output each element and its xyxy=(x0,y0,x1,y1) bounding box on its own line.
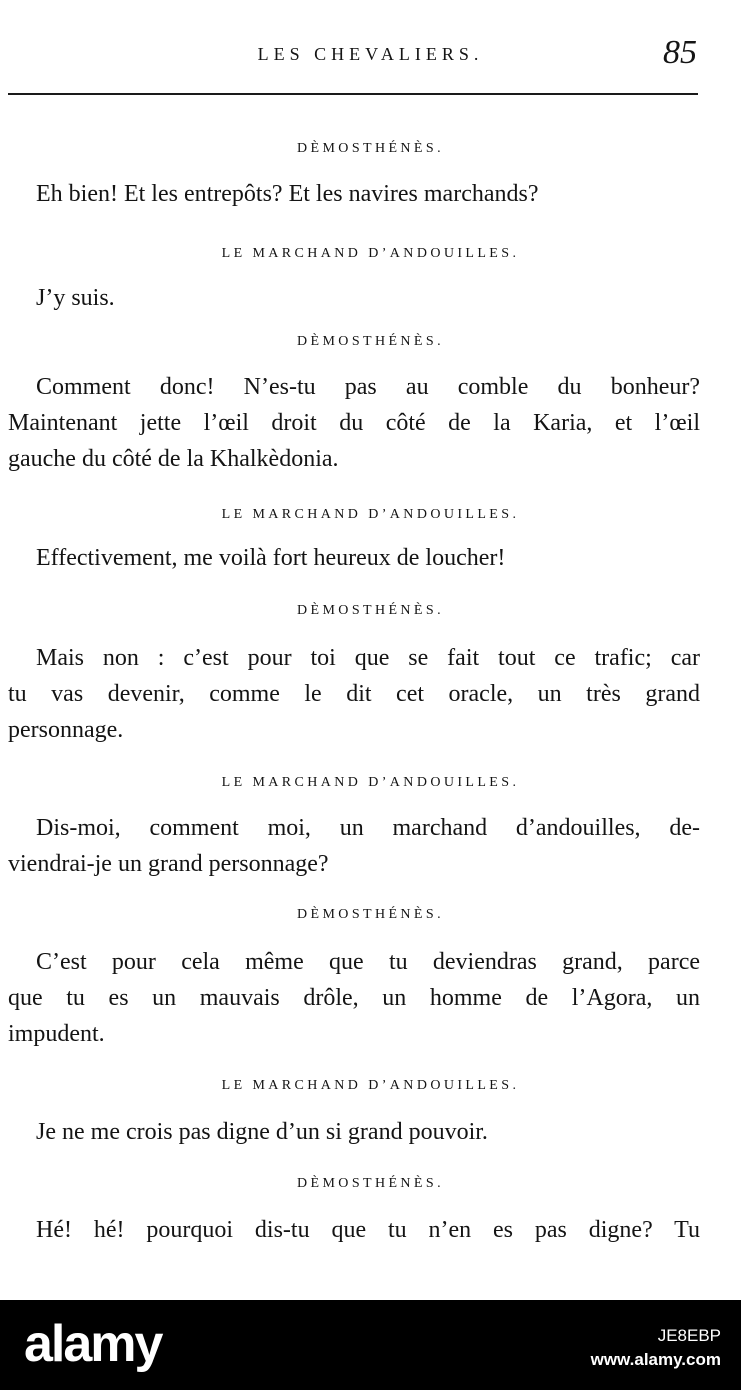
speech-line: Effectivement, me voilà fort heureux de loucher! xyxy=(36,545,506,571)
speech-line: C’est pour cela même que tu deviendras grand, parce xyxy=(36,949,700,975)
speaker-name: LE MARCHAND D’ANDOUILLES. xyxy=(221,775,520,790)
speech-line: Hé! hé! pourquoi dis-tu que tu n’en es pas digne? Tu xyxy=(36,1217,700,1243)
speech-line: gauche du côté de la Khalkèdonia. xyxy=(8,446,339,472)
speech-line: Dis-moi, comment moi, un marchand d’andouilles, de- xyxy=(36,815,700,841)
speech-line: Eh bien! Et les entrepôts? Et les navires marchands? xyxy=(36,181,539,207)
speech-text xyxy=(8,369,700,477)
speech-text xyxy=(8,540,700,576)
speech-text xyxy=(8,1114,700,1150)
watermark-banner xyxy=(0,1300,741,1390)
speech-line: Maintenant jette l’œil droit du côté de la Karia, et l’œil xyxy=(8,410,700,436)
running-title: LES CHEVALIERS. xyxy=(257,44,484,64)
speaker-name: DÈMOSTHÉNÈS. xyxy=(297,603,444,618)
speech-line: viendrai-je un grand personnage? xyxy=(8,851,329,877)
speaker-name: DÈMOSTHÉNÈS. xyxy=(297,1176,444,1191)
speech-text xyxy=(8,640,700,748)
speaker-name: DÈMOSTHÉNÈS. xyxy=(297,334,444,349)
header-rule xyxy=(8,93,698,95)
speaker-name: DÈMOSTHÉNÈS. xyxy=(297,141,444,156)
speech-text xyxy=(8,1212,700,1248)
speech-line: impudent. xyxy=(8,1021,105,1047)
speech-line: que tu es un mauvais drôle, un homme de l’Agora, un xyxy=(8,985,700,1011)
speaker-name: LE MARCHAND D’ANDOUILLES. xyxy=(221,507,520,522)
watermark-url: www.alamy.com xyxy=(590,1350,721,1369)
speech-line: Je ne me crois pas digne d’un si grand pouvoir. xyxy=(36,1119,488,1145)
speech-text xyxy=(8,176,700,212)
speaker-name: LE MARCHAND D’ANDOUILLES. xyxy=(221,246,520,261)
speaker-name: DÈMOSTHÉNÈS. xyxy=(297,907,444,922)
page-number: 85 xyxy=(663,34,697,71)
speaker-name: LE MARCHAND D’ANDOUILLES. xyxy=(221,1078,520,1093)
image-id: JE8EBP xyxy=(657,1326,721,1345)
alamy-logo: alamy xyxy=(24,1315,162,1373)
speech-text xyxy=(8,944,700,1052)
speech-line: Mais non : c’est pour toi que se fait tout ce trafic; car xyxy=(36,645,700,671)
speech-line: tu vas devenir, comme le dit cet oracle, un très grand xyxy=(8,681,700,707)
speech-line: Comment donc! N’es-tu pas au comble du bonheur? xyxy=(36,374,700,400)
speech-line: J’y suis. xyxy=(36,285,115,311)
speech-text xyxy=(8,280,700,316)
speech-text xyxy=(8,810,700,882)
speech-line: personnage. xyxy=(8,717,124,743)
running-head xyxy=(0,34,741,74)
